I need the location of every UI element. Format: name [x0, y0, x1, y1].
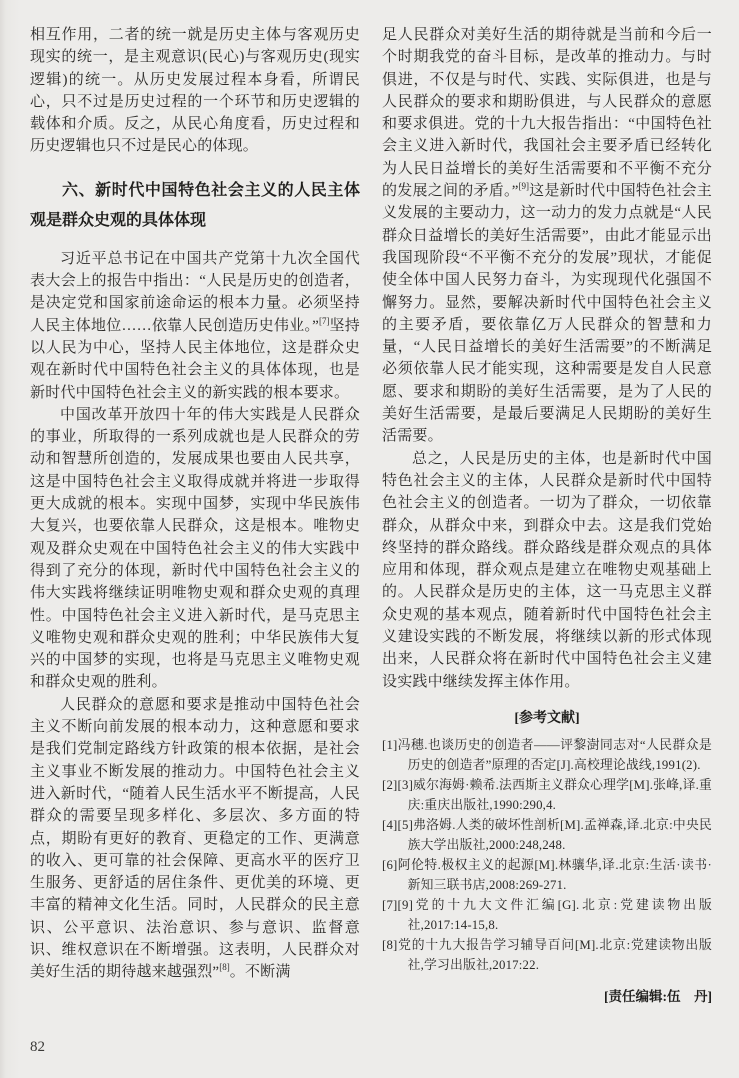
paragraph: 中国改革开放四十年的伟大实践是人民群众的事业，所取得的一系列成就也是人民群众的劳动和智慧所创造的，发展成果也要由人民共享，这是中国特色社会主义取得成就并将进一步取得更大成就的根本。实现中国梦，实现中华民族伟大复兴，也要依靠人民群众，这是根本。唯物史观及群众史观在中国特色社会主义的伟大实践中得到了充分的体现，新时代中国特色社会主义的伟大实践将继续证明唯物史观和群众史观的真理性。中国特色社会主义进入新时代，是马克思主义唯物史观和群众史观的胜利；中华民族伟大复兴的中国梦的实现，也将是马克思主义唯物史观和群众史观的胜利。 — [30, 406, 360, 691]
page-number: 82 — [30, 1039, 45, 1055]
paragraph-text: 足人民群众对美好生活的期待就是当前和今后一个时期我党的奋斗目标，是改革的推动力。与时俱进，不仅是与时代、实践、实际俱进，也是与人民群众的要求和期盼俱进，与人民群众的意愿和要求俱进。党的十九大报告指出：“中国特色社会主义进入新时代，我国社会主要矛盾已经转化为人民日益增长的美好生活需要和不平衡不充分的发展之间的矛盾。” — [382, 27, 712, 200]
editor-credit: [责任编辑:伍 丹] — [604, 988, 712, 1004]
paragraph-text: 这是新时代中国特色社会主义发展的主要动力，这一动力的发力点就是“人民群众日益增长的美好生活需要”，由此才能显示出我国现阶段“不平衡不充分的发展”现状，才能促使全体中国人民努力奋斗，为实现现代化强国不懈努力。显然，要解决新时代中国特色社会主义的主要矛盾，要依靠亿万人民群众的智慧和力量，“人民日益增长的美好生活需要”的不断满足必须依靠人民才能实现，这种需要是发自人民意愿、要求和期盼的美好生活需要，是为了人民的美好生活需要，是最后要满足人民期盼的美好生活需要。 — [382, 183, 712, 445]
paragraph-text: 习近平总书记在中国共产党第十九次全国代表大会上的报告中指出：“人民是历史的创造者，是决定党和国家前途命运的根本力量。必须坚持人民主体地位……依靠人民创造历史伟业。” — [30, 250, 360, 334]
reference-item: [8]党的十九大报告学习辅导百问[M].北京:党建读物出版社,学习出版社,2017:22. — [382, 937, 712, 972]
references-list — [382, 735, 712, 975]
paragraph-carryover — [382, 24, 712, 448]
left-column — [30, 24, 360, 1005]
reference-item: [1]冯穗.也谈历史的创造者——评黎澍同志对“人民群众是历史的创造者”原理的否定[J].高校理论战线,1991(2). — [382, 737, 712, 772]
citation-marker: [7] — [319, 315, 330, 326]
paragraph — [30, 694, 360, 984]
right-column — [382, 24, 712, 1005]
section-heading: 六、新时代中国特色社会主义的人民主体观是群众史观的具体体现 — [30, 181, 360, 229]
paragraph: 总之，人民是历史的主体，也是新时代中国特色社会主义的主体，人民群众是新时代中国特色社会主义的创造者。一切为了群众，一切依靠群众，从群众中来，到群众中去。这是我们党始终坚持的群众路线。群众路线是群众观点的具体应用和体现，群众观点是建立在唯物史观基础上的。人民群众是历史的主体，这一马克思主义群众史观的基本观点，随着新时代中国特色社会主义建设实践的不断发展，将继续以新的形式体现出来，人民群众将在新时代中国特色社会主义建设实践中继续发挥主体作用。 — [382, 450, 712, 690]
reference-item: [4][5]弗洛姆.人类的破坏性剖析[M].孟禅森,译.北京:中央民族大学出版社,2000:248,248. — [382, 817, 712, 852]
citation-marker: [9] — [518, 181, 530, 192]
reference-item: [2][3]威尔海姆·赖希.法西斯主义群众心理学[M].张峰,译.重庆:重庆出版社,1990:290,4. — [382, 777, 712, 812]
citation-marker: [8] — [219, 962, 230, 973]
paragraph — [30, 248, 360, 404]
paragraph-text: 人民群众的意愿和要求是推动中国特色社会主义不断向前发展的根本动力，这种意愿和要求是我们党制定路线方针政策的根本依据，是社会主义事业不断发展的推动力。中国特色社会主义进入新时代，“随着人民生活水平不断提高，人民群众的需要呈现多样化、多层次、多方面的特点，期盼有更好的教育、更稳定的工作、更满意的收入、更可靠的社会保障、更高水平的医疗卫生服务、更舒适的居住条件、更优美的环境、更丰富的精神文化生活。同时，人民群众的民主意识、公平意识、法治意识、参与意识、监督意识、维权意识在不断增强。这表明，人民群众对美好生活的期待越来越强烈” — [30, 696, 360, 981]
paragraph-text: 。不断满 — [229, 964, 291, 981]
reference-item: [7][9]党的十九大文件汇编[G].北京:党建读物出版社,2017:14-15,8. — [382, 897, 712, 932]
reference-item: [6]阿伦特.极权主义的起源[M].林骧华,译.北京:生活·读书·新知三联书店,2008:269-271. — [382, 857, 712, 892]
paragraph-text: 坚持以人民为中心，坚持人民主体地位，这是群众史观在新时代中国特色社会主义的具体体现，也是新时代中国特色社会主义的新实践的根本要求。 — [30, 317, 360, 401]
two-column-layout — [30, 24, 712, 1005]
paragraph-carryover: 相互作用，二者的统一就是历史主体与客观历史现实的统一，是主观意识(民心)与客观历史(现实逻辑)的统一。从历史发展过程本身看，所谓民心，只不过是历史过程的一个环节和历史逻辑的载体和介质。反之，从民心角度看，历史过程和历史逻辑也只不过是民心的体现。 — [30, 27, 360, 155]
references-heading: [参考文献] — [514, 710, 580, 726]
